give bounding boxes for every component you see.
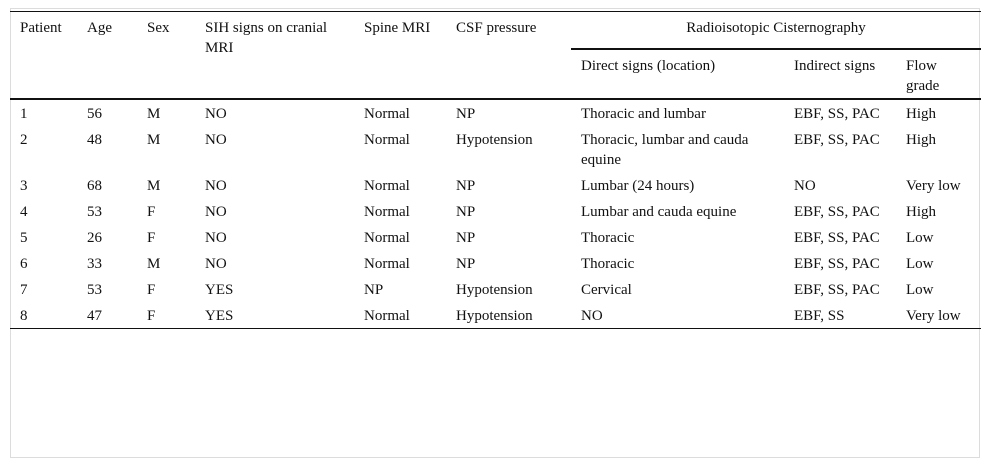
cell-sih: YES (195, 302, 354, 329)
cell-patient: 6 (20, 256, 28, 272)
cell-indirect: EBF, SS, PAC (794, 204, 880, 220)
cell-sex: F (147, 282, 156, 298)
cell-indirect: EBF, SS, PAC (794, 256, 880, 272)
cell-age: 53 (87, 204, 102, 220)
cell-sih: NO (205, 230, 227, 246)
cell-patient: 4 (20, 204, 28, 220)
table-row (10, 250, 981, 276)
table-row (10, 302, 981, 329)
cell-flow: Low (906, 256, 934, 272)
cell-sih: NO (205, 178, 227, 194)
cell-flow: High (906, 106, 936, 122)
cell-patient: 2 (20, 132, 28, 148)
cell-patient: 1 (20, 106, 28, 122)
cell-csf: Hypotension (446, 302, 571, 329)
cell-sex: F (137, 302, 195, 329)
cell-indirect: EBF, SS, PAC (794, 230, 880, 246)
cell-spine: Normal (364, 132, 410, 148)
cell-patient: 8 (10, 302, 77, 329)
cell-csf: Hypotension (456, 132, 533, 148)
cell-age: 47 (77, 302, 137, 329)
cell-indirect: EBF, SS, PAC (794, 282, 880, 298)
table-row (10, 172, 981, 198)
cell-sex: M (147, 256, 161, 272)
cell-sih: NO (205, 204, 227, 220)
cell-spine: Normal (354, 302, 446, 329)
cell-spine: NP (364, 282, 384, 298)
cell-flow: High (906, 132, 936, 148)
cell-flow: High (906, 204, 936, 220)
cell-sih: NO (205, 106, 227, 122)
cell-csf: NP (456, 230, 476, 246)
patient-data-table (10, 11, 981, 329)
header-indirect-signs: Indirect signs (784, 49, 896, 99)
header-age: Age (77, 12, 137, 100)
cell-indirect: EBF, SS, PAC (794, 106, 880, 122)
cell-spine: Normal (364, 178, 410, 194)
header-csf-pressure: CSF pressure (446, 12, 571, 100)
cell-csf: NP (456, 204, 476, 220)
cell-flow: Very low (906, 178, 961, 194)
cell-age: 48 (87, 132, 102, 148)
header-flow-grade: Flow grade (896, 49, 981, 99)
cell-sex: F (147, 230, 156, 246)
cell-sex: M (147, 106, 161, 122)
cell-flow: Low (906, 230, 934, 246)
header-radioisotopic-cisternography: Radioisotopic Cisternography (571, 12, 981, 50)
table-row (10, 224, 981, 250)
cell-sih: NO (205, 132, 227, 148)
cell-spine: Normal (364, 256, 410, 272)
header-patient: Patient (10, 12, 77, 100)
cell-indirect: NO (794, 178, 816, 194)
cell-age: 33 (87, 256, 102, 272)
cell-indirect: EBF, SS, PAC (794, 132, 880, 148)
cell-patient: 7 (20, 282, 28, 298)
table-row (10, 99, 981, 126)
cell-spine: Normal (364, 106, 410, 122)
cell-spine: Normal (364, 204, 410, 220)
cell-direct: Thoracic, lumbar and cauda equine (581, 132, 749, 168)
cell-direct: Cervical (581, 282, 632, 298)
table-row (10, 198, 981, 224)
cell-spine: Normal (364, 230, 410, 246)
table-row (10, 276, 981, 302)
cell-sex: M (147, 132, 161, 148)
cell-csf: NP (456, 256, 476, 272)
cell-direct: Lumbar and cauda equine (581, 204, 737, 220)
cell-patient: 5 (20, 230, 28, 246)
table-row (10, 126, 981, 172)
cell-sih: YES (205, 282, 234, 298)
cell-age: 56 (87, 106, 102, 122)
header-direct-signs: Direct signs (location) (571, 49, 784, 99)
cell-csf: Hypotension (456, 282, 533, 298)
cell-age: 26 (87, 230, 102, 246)
cell-direct: Thoracic (581, 256, 635, 272)
header-sex: Sex (137, 12, 195, 100)
cell-sex: M (147, 178, 161, 194)
cell-csf: NP (456, 106, 476, 122)
cell-direct: Thoracic (581, 230, 635, 246)
cell-direct: Thoracic and lumbar (581, 106, 706, 122)
cell-flow: Very low (896, 302, 981, 329)
table-header (10, 12, 981, 100)
cell-indirect: EBF, SS (784, 302, 896, 329)
header-spine-mri: Spine MRI (354, 12, 446, 100)
cell-flow: Low (906, 282, 934, 298)
cell-sih: NO (205, 256, 227, 272)
cell-direct: NO (571, 302, 784, 329)
cell-direct: Lumbar (24 hours) (581, 178, 695, 194)
table-body (10, 99, 981, 329)
header-sih-signs: SIH signs on cranial MRI (195, 12, 354, 100)
cell-csf: NP (456, 178, 476, 194)
cell-patient: 3 (20, 178, 28, 194)
cell-sex: F (147, 204, 156, 220)
cell-age: 53 (87, 282, 102, 298)
cell-age: 68 (87, 178, 102, 194)
